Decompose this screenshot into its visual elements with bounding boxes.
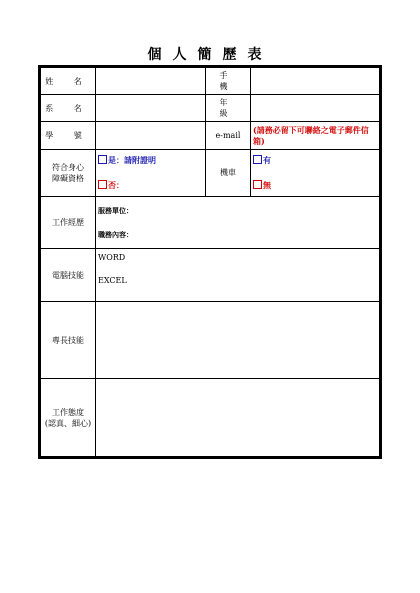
dept-field[interactable] bbox=[96, 95, 206, 122]
scooter-options bbox=[251, 149, 380, 196]
email-note: (請務必留下可聯絡之電子郵件信箱) bbox=[253, 124, 369, 146]
work-content-label: 職務內容： bbox=[98, 229, 133, 239]
checkbox-icon[interactable] bbox=[98, 180, 107, 189]
specialty-field[interactable] bbox=[96, 301, 380, 379]
email-field[interactable] bbox=[251, 122, 380, 149]
row-disability-scooter bbox=[41, 149, 380, 196]
scooter-yes-option[interactable]: 有 bbox=[253, 155, 377, 166]
student-id-label: 學 號 bbox=[41, 122, 96, 149]
work-field[interactable] bbox=[96, 196, 380, 248]
row-specialty bbox=[41, 301, 380, 379]
email-label: e-mail bbox=[206, 122, 251, 149]
student-id-field[interactable] bbox=[96, 122, 206, 149]
form-title: 個人簡歷表 bbox=[147, 47, 273, 63]
work-label: 工作經歷 bbox=[41, 196, 96, 248]
computer-label: 電腦技能 bbox=[41, 249, 96, 301]
row-dept-grade bbox=[41, 95, 380, 122]
row-computer bbox=[41, 249, 380, 301]
disability-label: 符合身心 障礙資格 bbox=[41, 149, 96, 196]
computer-excel: EXCEL bbox=[98, 276, 127, 286]
grade-field[interactable] bbox=[251, 95, 380, 122]
computer-word: WORD bbox=[98, 253, 126, 263]
disability-yes-option[interactable]: 是：請附證明 bbox=[98, 155, 203, 166]
grade-label: 年 級 bbox=[206, 95, 251, 122]
phone-field[interactable] bbox=[251, 68, 380, 95]
attitude-label: 工作態度 (認真、細心) bbox=[41, 379, 96, 457]
scooter-no-option[interactable]: 無 bbox=[253, 180, 377, 191]
phone-label: 手 機 bbox=[206, 68, 251, 95]
dept-label: 系 名 bbox=[41, 95, 96, 122]
row-attitude bbox=[41, 379, 380, 457]
row-work bbox=[41, 196, 380, 248]
checkbox-icon[interactable] bbox=[253, 180, 262, 189]
specialty-label: 專長技能 bbox=[41, 301, 96, 379]
work-unit-label: 服務單位： bbox=[98, 205, 133, 215]
name-field[interactable] bbox=[96, 68, 206, 95]
row-name-phone bbox=[41, 68, 380, 95]
disability-no-option[interactable]: 否： bbox=[98, 180, 203, 191]
resume-table bbox=[40, 67, 380, 457]
name-label: 姓 名 bbox=[41, 68, 96, 95]
scooter-label: 機車 bbox=[206, 149, 251, 196]
checkbox-icon[interactable] bbox=[98, 155, 107, 164]
resume-form bbox=[38, 65, 382, 459]
computer-field[interactable] bbox=[96, 249, 380, 301]
checkbox-icon[interactable] bbox=[253, 155, 262, 164]
row-id-email bbox=[41, 122, 380, 149]
disability-options bbox=[96, 149, 206, 196]
attitude-field[interactable] bbox=[96, 379, 380, 457]
